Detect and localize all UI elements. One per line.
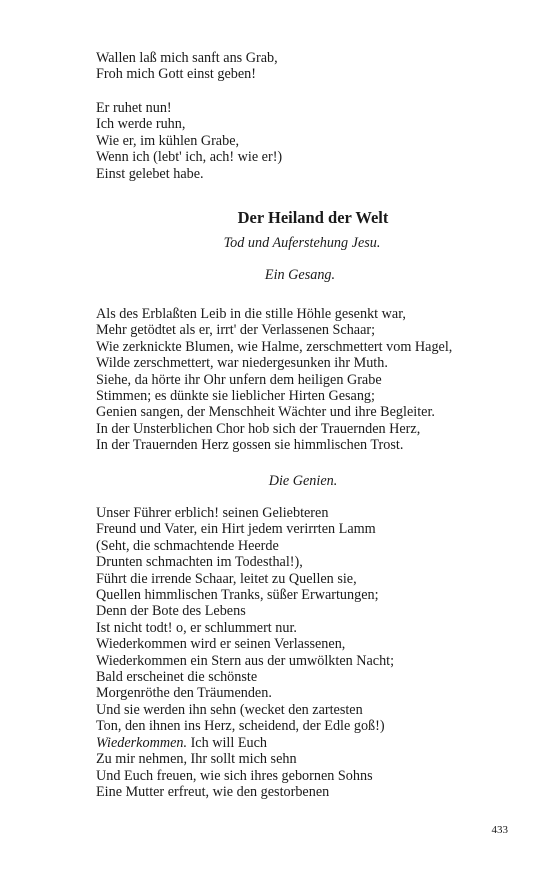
verse-line: Wie er, im kühlen Grabe, xyxy=(96,132,240,149)
verse-line: Wilde zerschmettert, war niedergesunken ihr Muth. xyxy=(96,355,388,372)
verse-line-rest: Ich will Euch xyxy=(187,734,267,751)
section-heading-genien: Die Genien. xyxy=(268,473,338,489)
verse-line: In der Trauernden Herz gossen sie himmlischen Trost. xyxy=(96,437,404,454)
stanza-1 xyxy=(96,50,516,83)
verse-line: Wiederkommen wird er seinen Verlassenen, xyxy=(96,636,346,653)
verse-line: Quellen himmlischen Tranks, süßer Erwartungen; xyxy=(96,587,379,604)
verse-line: Zu mir nehmen, Ihr sollt mich sehn xyxy=(96,751,297,768)
verse-line: Denn der Bote des Lebens xyxy=(96,603,246,620)
stanza-4 xyxy=(96,505,516,800)
verse-line-mixed xyxy=(96,735,516,751)
verse-line: Freund und Vater, ein Hirt jedem verirrten Lamm xyxy=(96,521,376,538)
verse-line: Und Euch freuen, wie sich ihres gebornen Sohns xyxy=(96,767,373,784)
verse-line: Siehe, da hörte ihr Ohr unfern dem heiligen Grabe xyxy=(96,371,382,388)
verse-line: Ich werde ruhn, xyxy=(96,116,186,133)
italic-word: Wiederkommen. xyxy=(96,734,188,751)
verse-line: Drunten schmachten im Todesthal!), xyxy=(96,554,303,571)
verse-line: Einst gelebet habe. xyxy=(96,165,204,182)
verse-line: Eine Mutter erfreut, wie den gestorbenen xyxy=(96,783,330,800)
verse-line: (Seht, die schmachtende Heerde xyxy=(96,537,279,554)
verse-line: Mehr getödtet als er, irrt' der Verlassenen Schaar; xyxy=(96,322,376,339)
verse-line: Morgenröthe den Träumenden. xyxy=(96,685,272,702)
verse-line: Unser Führer erblich! seinen Geliebteren xyxy=(96,505,329,521)
verse-line: Ton, den ihnen ins Herz, scheidend, der Edle goß!) xyxy=(96,718,385,735)
poem-title: Der Heiland der Welt xyxy=(237,208,389,227)
stanza-2 xyxy=(96,100,516,182)
verse-line: Und sie werden ihn sehn (wecket den zartesten xyxy=(96,701,363,718)
verse-line: Wiederkommen ein Stern aus der umwölkten Nacht; xyxy=(96,652,395,669)
page-number: 433 xyxy=(491,824,508,836)
verse-line: Führt die irrende Schaar, leitet zu Quellen sie, xyxy=(96,570,357,587)
verse-line: In der Unsterblichen Chor hob sich der Trauernden Herz, xyxy=(96,420,421,437)
verse-line: Als des Erblaßten Leib in die stille Höhle gesenkt war, xyxy=(96,306,406,322)
verse-line: Wallen laß mich sanft ans Grab, xyxy=(96,50,278,66)
verse-line: Wenn ich (lebt' ich, ach! wie er!) xyxy=(96,149,283,166)
verse-line: Froh mich Gott einst geben! xyxy=(96,66,256,83)
verse-line: Genien sangen, der Menschheit Wächter und ihre Begleiter. xyxy=(96,404,435,421)
verse-line: Stimmen; es dünkte sie lieblicher Hirten Gesang; xyxy=(96,388,375,405)
verse-line: Wie zerknickte Blumen, wie Halme, zerschmettert vom Hagel, xyxy=(96,338,453,355)
section-heading-gesang: Ein Gesang. xyxy=(264,267,336,283)
verse-line: Er ruhet nun! xyxy=(96,100,172,116)
verse-line: Ist nicht todt! o, er schlummert nur. xyxy=(96,619,297,636)
verse-line: Bald erscheinet die schönste xyxy=(96,669,258,686)
poem-subtitle: Tod und Auferstehung Jesu. xyxy=(223,235,381,251)
stanza-3 xyxy=(96,306,516,454)
